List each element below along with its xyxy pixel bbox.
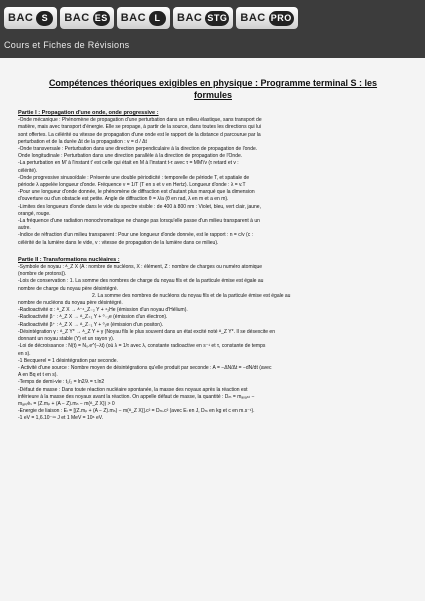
text-line: nombre de nucléons du noyau père désintégré.: [18, 300, 123, 307]
text-line: (nombre de protons)).: [18, 271, 67, 278]
badge-sub: L: [149, 11, 166, 26]
text-line: -Radioactivité α : ᴬ_Z X → ᴬ⁻⁴_Z₋₂ Y + ⁴₂He (émission d'un noyau d'Hélium).: [18, 307, 188, 314]
badge-bac-pro[interactable]: [236, 7, 297, 29]
badge-text: BAC: [240, 12, 266, 24]
text-line: -Radioactivité β⁺ : ᴬ_Z X → ᴬ_Z₋₁ Y + ⁰₁e (émission d'un positon).: [18, 321, 164, 328]
text-line: -Energie de liaison : Eₗ = [(Z.mₚ + (A − Z).mₙ) − m(ᴬ_Z X)].c² = Dₘ.c² (avec Eₗ en J, Dₘ en kg et c en m.s⁻¹).: [18, 408, 255, 415]
text-line: -Onde progressive sinusoïdale : Présente une double périodicité : temporelle de période T, et spatiale de: [18, 174, 250, 181]
text-line: - Activité d'une source : Nombre moyen de désintégrations qu'elle produit par seconde : A = −ΔN/Δt = −dN/dt (avec: [18, 364, 272, 371]
document-content: [18, 78, 408, 423]
badge-bac-es[interactable]: [60, 7, 113, 29]
text-line: -Lois de conservation : 1. La somme des nombres de charge du noyau fils et de la particule émise est égale au: [18, 278, 264, 285]
text-line: -La perturbation en M' à l'instant t' est celle qui était en M à l'instant t-τ avec τ = MM'/v (τ retard et v :: [18, 160, 239, 167]
section-heading-part1: Partie I : Propagation d'une onde, onde progressive :: [18, 110, 159, 116]
text-line: autre.: [18, 225, 31, 232]
badge-text: BAC: [8, 12, 34, 24]
badge-text: BAC: [120, 12, 147, 24]
badge-bac-s[interactable]: [4, 7, 57, 29]
text-line: nombre de charge du noyau père désintégré.: [18, 285, 119, 292]
text-line: -Limites des longueurs d'onde dans le vide du spectre visible : de 400 à 800 nm : Violet, bleu, vert clair, jaune,: [18, 203, 261, 210]
badge-sub: STG: [205, 11, 229, 26]
site-banner: [0, 0, 425, 58]
badge-sub: ES: [93, 11, 110, 26]
text-line: -1 Becquerel = 1 désintégration par seconde.: [18, 357, 118, 364]
text-line: -Symbole de noyau : ᴬ_Z X (A : nombre de nucléons, X : élément, Z : nombre de charges ou numéro atomique: [18, 264, 263, 271]
text-line: période λ appelée longueur d'onde. Fréquence ν = 1/T (T en s et ν en Hertz). Longueur d'onde : λ = v.T: [18, 182, 246, 189]
badge-bac-stg[interactable]: [173, 7, 233, 29]
text-line: donnant un noyau stable (Y) et un rayon γ).: [18, 336, 115, 343]
badge-sub: S: [36, 11, 53, 26]
text-line: A en Bq et t en s).: [18, 372, 58, 379]
badge-text: BAC: [177, 12, 203, 24]
text-line: -Pour une longueur d'onde donnée, le phénomène de diffraction est d'autant plus marqué que la dimension: [18, 189, 255, 196]
text-line: -Onde mécanique : Phénomène de propagation d'une perturbation dans un milieu élastique, sans transport de: [18, 117, 262, 124]
site-tagline: Cours et Fiches de Révisions: [4, 40, 130, 50]
text-line: perturbation et de la durée Δt de la propagation : v = d / Δt: [18, 138, 147, 145]
text-line: d'ouverture ou d'un obstacle est petite. Angle de diffraction θ = λ/a (θ en rad, λ en m et a en m).: [18, 196, 229, 203]
section-part2-body: [18, 264, 408, 422]
text-line: -Temps de demi-vie : t₁/₂ = ln2/λ = τ.ln2: [18, 379, 105, 386]
text-line: matière, mais avec transport d'énergie. Elle se propage, à partir de la source, dans toutes les directions qui lui: [18, 124, 262, 131]
section-part1-body: [18, 117, 408, 247]
text-line: -Indice de réfraction d'un milieu transparent : Pour une longueur d'onde donnée, est le rapport : n = c/v (c :: [18, 232, 253, 239]
text-line: -La fréquence d'une radiation monochromatique ne change pas lorsqu'elle passe d'un milieu transparent à un: [18, 218, 260, 225]
bac-badges: [4, 7, 298, 29]
text-line: sont offertes. La célérité ou vitesse de propagation d'une onde est le rapport de la distance d parcourue par la: [18, 131, 261, 138]
text-line: célérité de la lumière dans le vide, v : vitesse de propagation de la lumière dans ce milieu).: [18, 239, 219, 246]
badge-text: BAC: [64, 12, 90, 24]
text-line: orangé, rouge.: [18, 210, 51, 217]
text-line: -1 eV = 1,6.10⁻¹⁹ J et 1 MeV = 10⁶ eV.: [18, 415, 104, 422]
text-line: -Défaut de masse : Dans toute réaction nucléaire spontanée, la masse des noyaux après la réaction est: [18, 386, 248, 393]
text-line: inférieure à la masse des noyaux avant la réaction. On appelle défaut de masse, la quantité : Dₘ = mₐᵥₐₙₜ −: [18, 393, 255, 400]
badge-sub: PRO: [269, 11, 294, 26]
text-line: Onde longitudinale : Perturbation dans une direction parallèle à la direction de propagation de l'Onde.: [18, 153, 243, 160]
badge-bac-l[interactable]: [117, 7, 170, 29]
section-heading-part2: Partie II : Transformations nucléaires :: [18, 256, 120, 263]
text-line: célérité).: [18, 167, 38, 174]
text-line: -Loi de décroissance : N(t) = N₀.e^(−λt) (où λ = 1/τ avec λ, constante radioactive en s⁻¹ et τ, constante de temps: [18, 343, 266, 350]
document-title: Compétences théoriques exigibles en physique : Programme terminal S : les formules: [48, 78, 378, 100]
text-line: -Onde transversale : Perturbation dans une direction perpendiculaire à la direction de propagation de l'onde.: [18, 146, 258, 153]
text-line: -Radioactivité β⁻ : ᴬ_Z X → ᴬ_Z₊₁ Y + ⁰₋₁e (émission d'un électron).: [18, 314, 168, 321]
text-line: -Désintégration γ : ᴬ_Z Y* → ᴬ_Z Y + γ (Noyau fils le plus souvent dans un état excité noté ᴬ_Z Y*. Il se désexcite en: [18, 328, 275, 335]
text-line: mₐₚᵣèₛ = (Z.mₚ + (A − Z).mₙ − m(ᴬ_Z X)) > 0: [18, 400, 115, 407]
text-line: 2. La somme des nombres de nucléons du noyau fils et de la particule émise est égale au: [92, 292, 291, 299]
text-line: en s).: [18, 350, 31, 357]
